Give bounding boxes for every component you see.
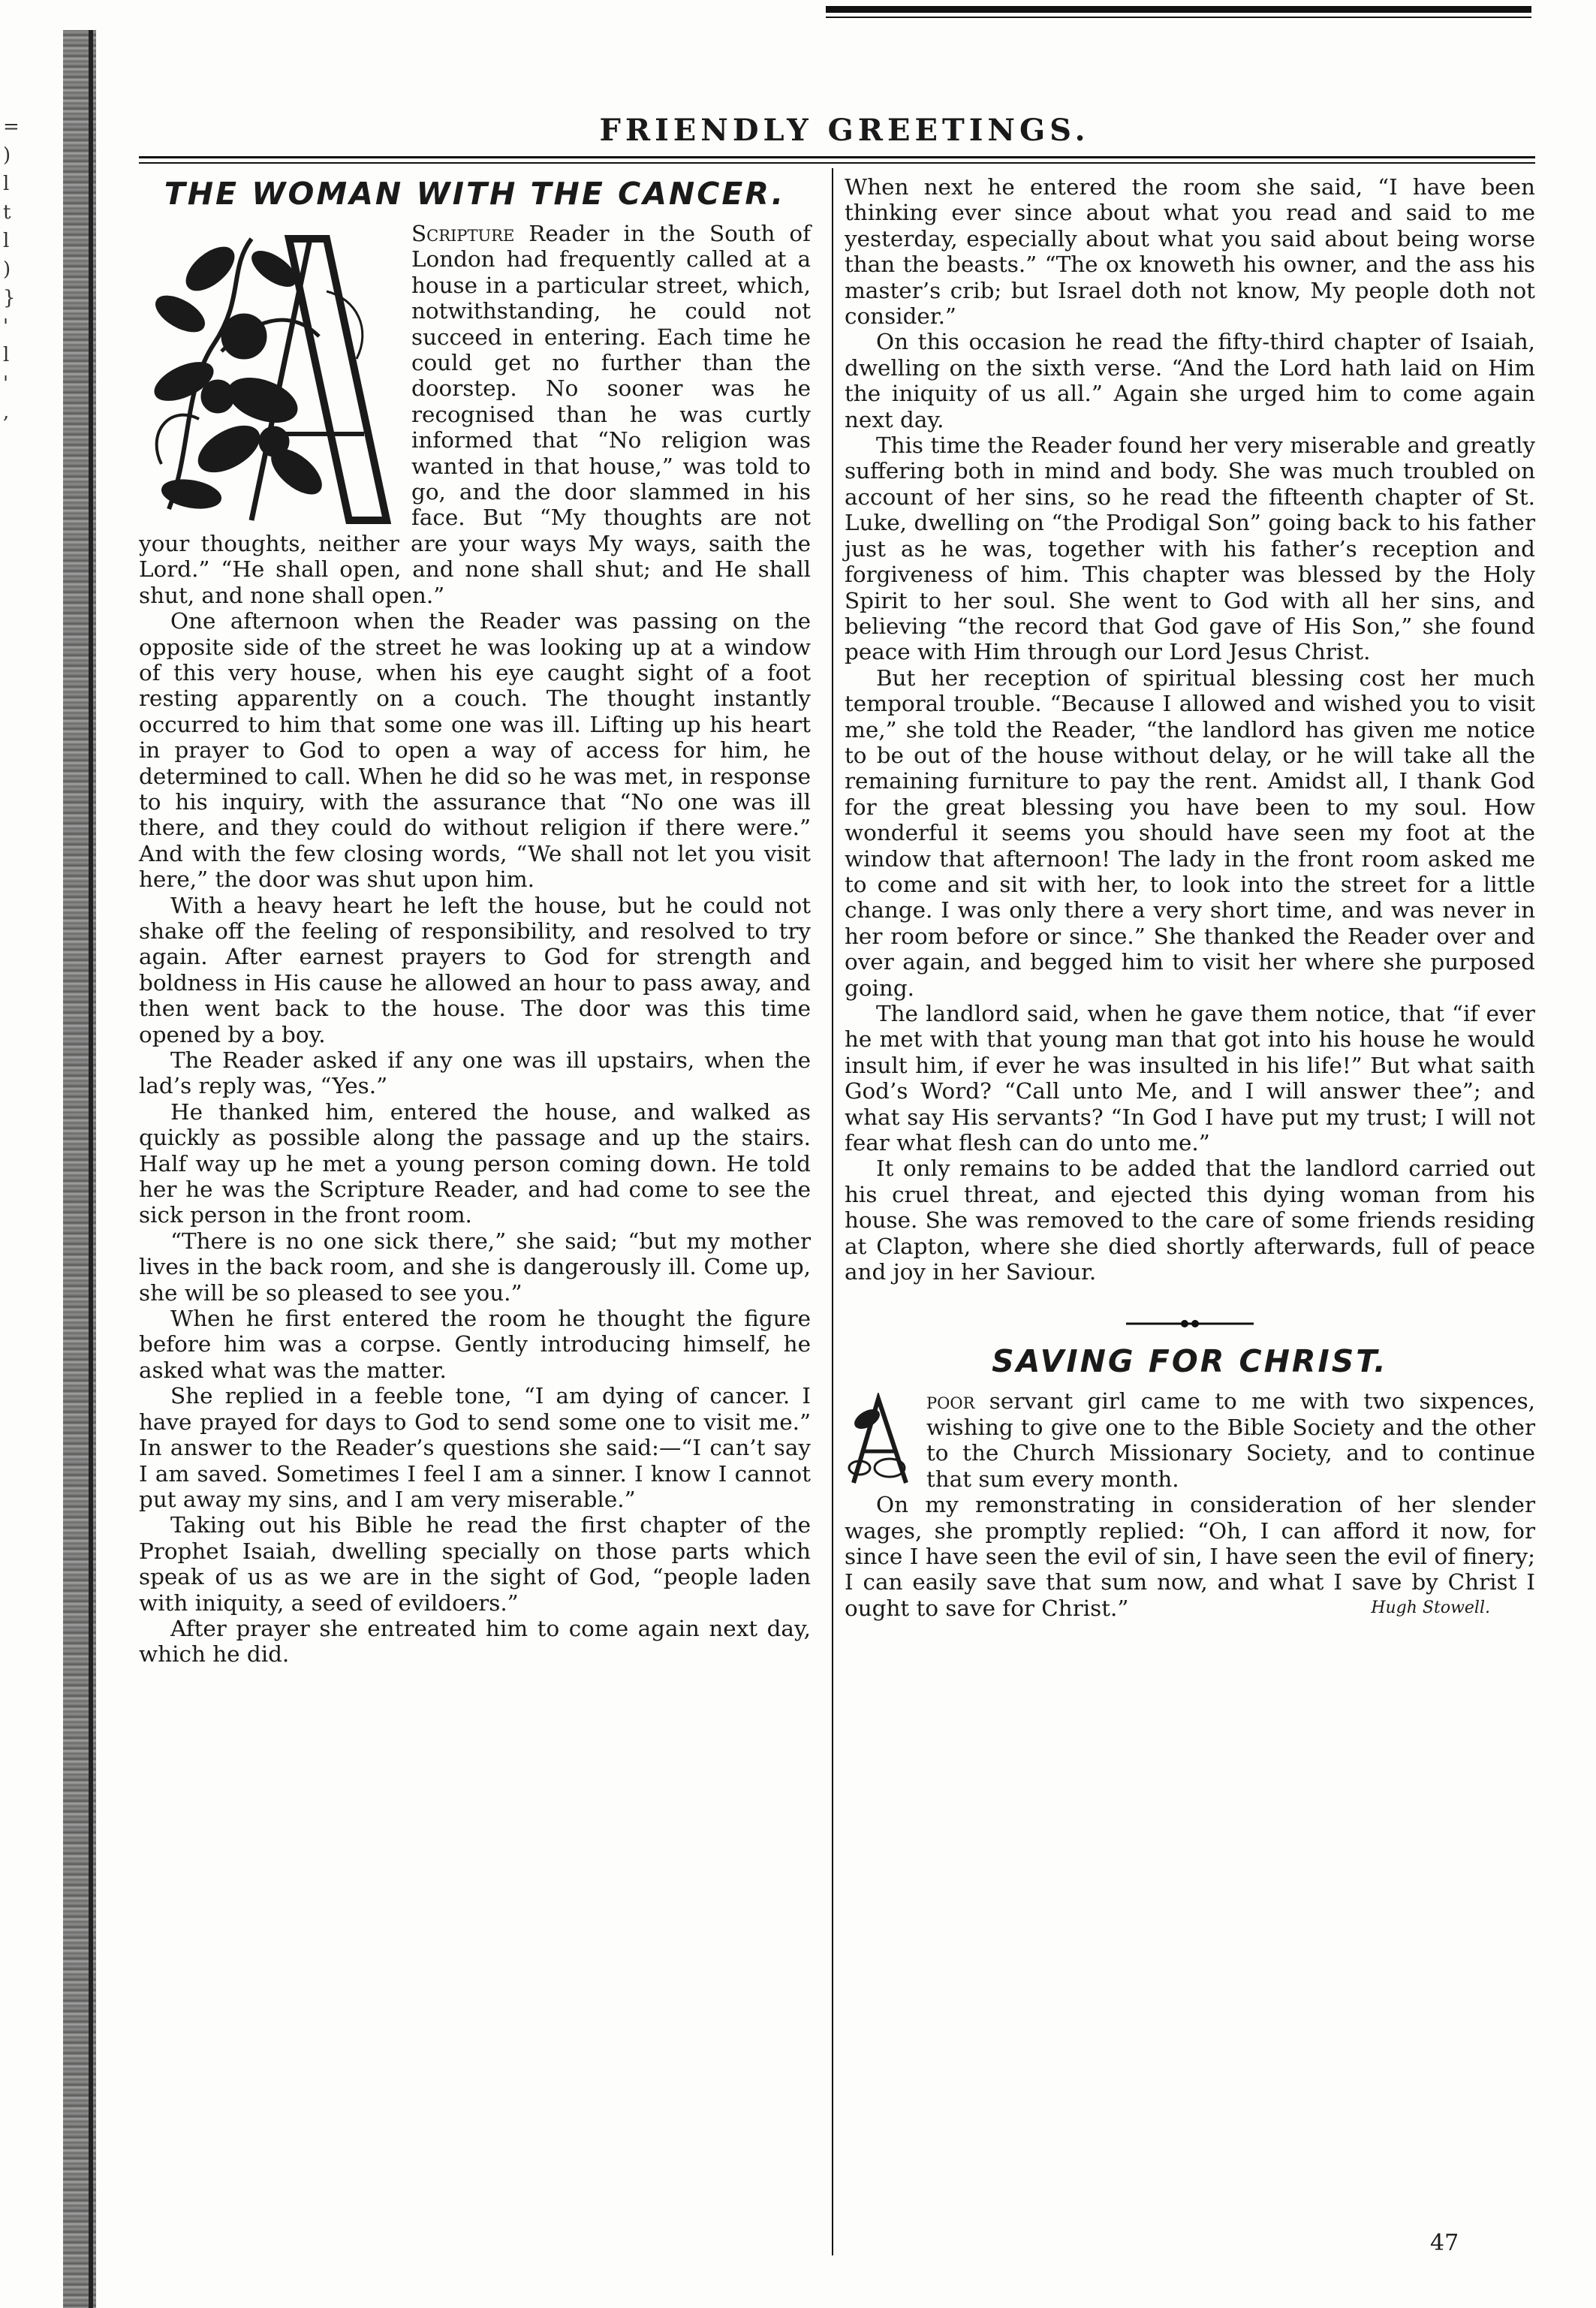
ornamental-initial-a — [139, 224, 398, 528]
ornament-rule — [1126, 1320, 1254, 1327]
margin-mark: } — [3, 287, 16, 309]
left-column — [139, 174, 811, 1668]
paragraph: This time the Reader found her very miserable and greatly suffering both in mind and body. She was much troubled on account of her sins, so he read the fifteenth chapter of St. Luke, dwelling on “the Prodigal Son” going back to his father just as he was, together with his father’s reception and forgiveness of him. This chapter was blessed by the Holy Spirit to her soul. She went to God with all her sins, and believing “the record that God gave of His Son,” she found peace with Him through our Lord Jesus Christ. — [845, 432, 1535, 665]
margin-mark: ' — [3, 315, 9, 338]
page-number: 47 — [1430, 2230, 1459, 2256]
running-title: FRIENDLY GREETINGS. — [599, 113, 1090, 148]
ornamental-initial-a-small — [845, 1393, 916, 1489]
column-divider — [832, 168, 833, 2255]
margin-mark: ' — [3, 372, 9, 395]
top-edge-thin-rule — [826, 17, 1531, 18]
article-title: THE WOMAN WITH THE CANCER. — [164, 176, 786, 212]
paragraph: With a heavy heart he left the house, but he could not shake off the feeling of responsibility, and resolved to try again. After earnest prayers to God for strength and boldness in His cause he allowed an hour to pass away, and then went back to the house. The door was this time opened by a boy. — [139, 892, 811, 1047]
top-edge-rule — [826, 6, 1531, 13]
paragraph: On this occasion he read the fifty-third chapter of Isaiah, dwelling on the sixth verse. “And the Lord hath laid on Him the iniquity of us all.” Again she urged him to come again next day. — [845, 329, 1535, 432]
right-column — [845, 174, 1535, 1622]
paragraph: When next he entered the room she said, “I have been thinking ever since about what you read and said to me yesterday, especially about what you said about being worse than the beasts.” “The ox knoweth his owner, and the ass his master’s crib; but Israel doth not know, My people doth not consider.” — [845, 174, 1535, 330]
margin-mark: l — [3, 230, 10, 252]
paragraph: After prayer she entreated him to come again next day, which he did. — [139, 1615, 811, 1668]
paragraph: When he first entered the room he thought the figure before him was a corpse. Gently introducing himself, he asked what was the matter. — [139, 1306, 811, 1383]
paragraph: But her reception of spiritual blessing cost her much temporal trouble. “Because I allowed and wished you to visit me,” she told the Reader, “the landlord has given me notice to be out of the house without delay, or he will take all the remaining furniture to pay the rent. Amidst all, I thank God for the great blessing you have been to my soul. How wonderful it seems you should have seen my foot at the window that afternoon! The lady in the front room asked me to come and sit with her, to look into the street for a little change. I was only there a very short time, and was never in her room before or since.” She thanked the Reader over and over again, and begged him to visit her where she purposed going. — [845, 664, 1535, 1001]
margin-marks — [3, 113, 18, 488]
paragraph-text: servant girl came to me with two sixpences, wishing to give one to the Bible Society and the other to the Church Missionary Society, and to continue that sum every month. — [926, 1388, 1535, 1492]
paragraph-text: Reader in the South of London had frequently called at a house in a particular street, which, notwithstanding, he could not succeed in entering. Each time he could get no further than the doorstep. No sooner was he recognised than he was curtly informed that “No religion was wanted in that house,” was told to go, and the door slammed in his face. But “My thoughts are not your thoughts, neither are your ways My ways, saith the Lord.” “He shall open, and none shall shut; and He shall shut, and none shall open.” — [139, 221, 811, 608]
margin-mark: ) — [3, 144, 11, 167]
paragraph: The Reader asked if any one was ill upstairs, when the lad’s reply was, “Yes.” — [139, 1047, 811, 1099]
paragraph: One afternoon when the Reader was passing on the opposite side of the street he was looking up at a window of this very house, when his eye caught sight of a foot resting apparently on a couch. The thought instantly occurred to him that some one was ill. Lifting up his heart in prayer to God to open a way of access for him, he determined to call. When he did so he was met, in response to his inquiry, with the assurance that “No one was ill there, and they could do without religion if there were.” And with the few closing words, “We shall not let you visit here,” the door was shut upon him. — [139, 608, 811, 893]
article-title: SAVING FOR CHRIST. — [992, 1343, 1388, 1380]
author-signature: Hugh Stowell. — [1371, 1598, 1490, 1618]
binding-inner-line — [89, 30, 93, 2308]
margin-mark: , — [3, 401, 10, 423]
paragraph: “There is no one sick there,” she said; “but my mother lives in the back room, and she is dangerously ill. Come up, she will be so pleased to see you.” — [139, 1228, 811, 1306]
paragraph: Taking out his Bible he read the first chapter of the Prophet Isaiah, dwelling specially on those parts which speak of us as we are in the sight of God, “people laden with iniquity, a seed of evildoers.” — [139, 1512, 811, 1616]
opening-word: poor — [926, 1388, 975, 1415]
margin-mark: l — [3, 173, 10, 195]
paragraph — [845, 1388, 1535, 1492]
paragraph: She replied in a feeble tone, “I am dying of cancer. I have prayed for days to God to send some one to visit me.” In answer to the Reader’s questions she said:—“I can’t say I am saved. Sometimes I feel I am a sinner. I know I cannot put away my sins, and I am very miserable.” — [139, 1383, 811, 1512]
paragraph: On my remonstrating in consideration of her slender wages, she promptly replied: “Oh, I can afford it now, for since I have seen the evil of sin, I have seen the evil of finery; I can easily save that sum now, and what I save by Christ I ought to save for Christ.” — [845, 1492, 1535, 1621]
section-ornament — [845, 1307, 1535, 1315]
header-rule — [139, 156, 1535, 158]
margin-mark: l — [3, 344, 10, 366]
opening-word: Scripture — [411, 221, 515, 246]
header-rule-thin — [139, 162, 1535, 164]
margin-mark: ) — [3, 258, 11, 281]
paragraph: It only remains to be added that the landlord carried out his cruel threat, and ejected this dying woman from his house. She was removed to the care of some friends residing at Clapton, where she died shortly afterwards, full of peace and joy in her Saviour. — [845, 1156, 1535, 1285]
margin-mark: t — [3, 201, 11, 224]
margin-mark: = — [3, 116, 20, 138]
paragraph: The landlord said, when he gave them notice, that “if ever he met with that young man that got into his house he would insult him, if ever he was insulted in his life!” But what saith God’s Word? “Call unto Me, and I will answer thee”; and what say His servants? “In God I have put my trust; I will not fear what flesh can do unto me.” — [845, 1001, 1535, 1156]
paragraph: He thanked him, entered the house, and walked as quickly as possible along the passage and up the stairs. Half way up he met a young person coming down. He told her he was the Scripture Reader, and had come to see the sick person in the front room. — [139, 1098, 811, 1228]
